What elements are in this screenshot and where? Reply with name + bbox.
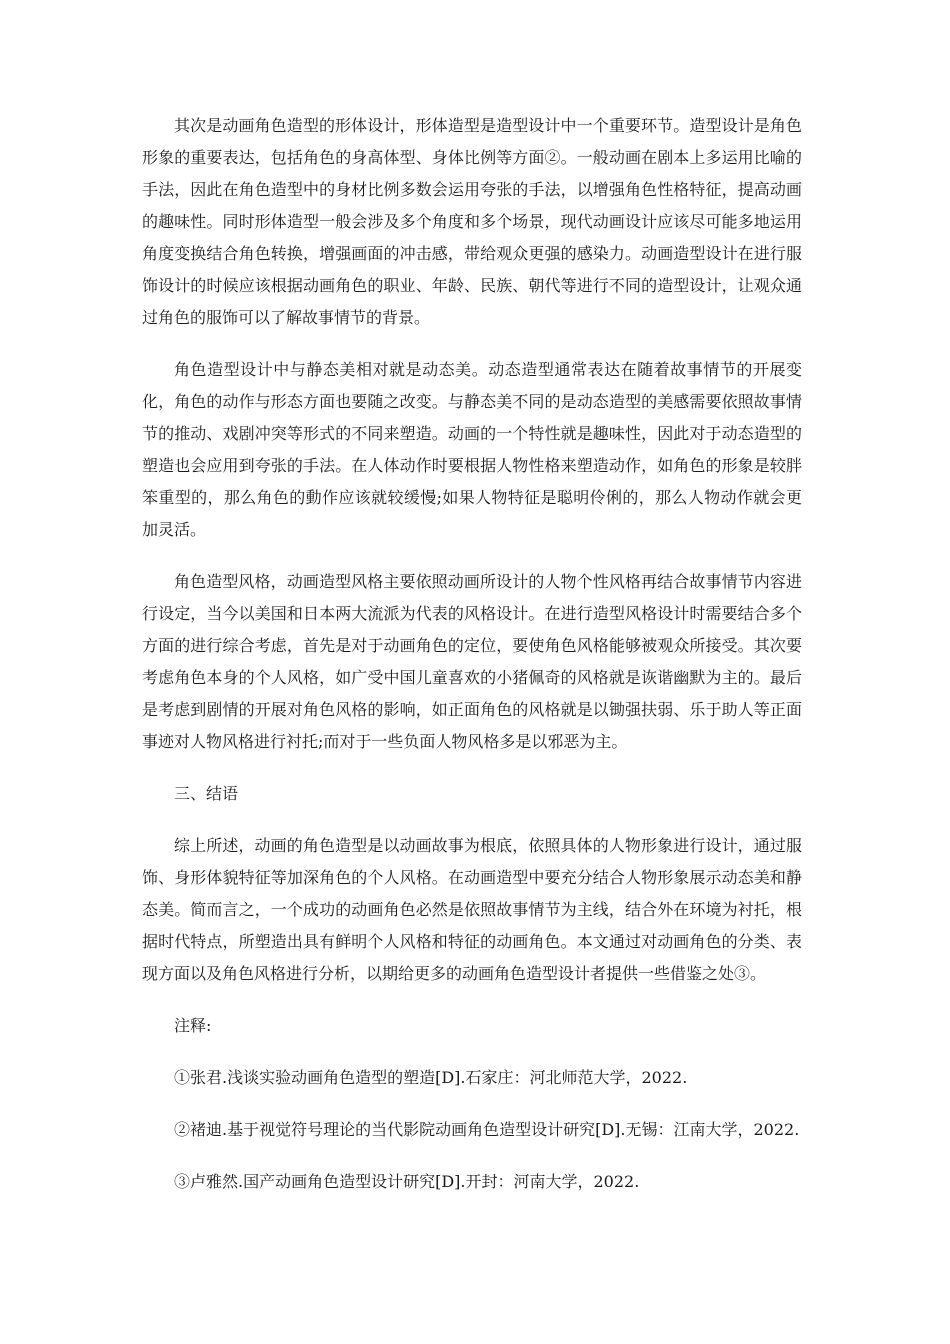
document-body: [142, 110, 802, 1218]
notes-heading: 注释:: [174, 1016, 212, 1035]
paragraph-conclusion: 综上所述，动画的角色造型是以动画故事为根底，依照具体的人物形象进行设计，通过服饰、身形体貌特征等加深角色的个人风格。在动画造型中要充分结合人物形象展示动态美和静态美。简而言之，一个成功的动画角色必然是依照故事情节为主线，结合外在环境为衬托，根据时代特点，所塑造出具有鲜明个人风格和特征的动画角色。本文通过对动画角色的分类、表现方面以及角色风格进行分析，以期给更多的动画角色造型设计者提供一些借鉴之处③。: [142, 836, 802, 983]
paragraph-dynamic-beauty: 角色造型设计中与静态美相对就是动态美。动态造型通常表达在随着故事情节的开展变化，角色的动作与形态方面也要随之改变。与静态美不同的是动态造型的美感需要依照故事情节的推动、戏剧冲突等形式的不同来塑造。动画的一个特性就是趣味性，因此对于动态造型的塑造也会应用到夸张的手法。在人体动作时要根据人物性格来塑造动作，如角色的形象是较胖笨重型的，那么角色的動作应该就较缓慢;如果人物特征是聪明伶俐的，那么人物动作就会更加灵活。: [142, 360, 802, 539]
section-heading-conclusion: 三、结语: [174, 784, 239, 803]
paragraph-character-style: 角色造型风格，动画造型风格主要依照动画所设计的人物个性风格再结合故事情节内容进行设定，当今以美国和日本两大流派为代表的风格设计。在进行造型风格设计时需要结合多个方面的进行综合考虑，首先是对于动画角色的定位，要使角色风格能够被观众所接受。其次要考虑角色本身的个人风格，如广受中国儿童喜欢的小猪佩奇的风格就是诙谐幽默为主的。最后是考虑到剧情的开展对角色风格的影响，如正面角色的风格就是以锄强扶弱、乐于助人等正面事迹对人物风格进行衬托;而对于一些负面人物风格多是以邪恶为主。: [142, 572, 802, 751]
note-item-1: ①张君.浅谈实验动画角色造型的塑造[D].石家庄：河北师范大学，2022.: [174, 1068, 688, 1087]
note-item-2: ②褚迪.基于视觉符号理论的当代影院动画角色造型设计研究[D].无锡：江南大学，2022.: [174, 1120, 800, 1139]
note-item-3: ③卢雅然.国产动画角色造型设计研究[D].开封：河南大学，2022.: [174, 1172, 640, 1191]
paragraph-body-shape-design: 其次是动画角色造型的形体设计，形体造型是造型设计中一个重要环节。造型设计是角色形象的重要表达，包括角色的身高体型、身体比例等方面②。一般动画在剧本上多运用比喻的手法，因此在角色造型中的身材比例多数会运用夸张的手法，以增强角色性格特征，提高动画的趣味性。同时形体造型一般会涉及多个角度和多个场景，现代动画设计应该尽可能多地运用角度变换结合角色转换，增强画面的冲击感，带给观众更强的感染力。动画造型设计在进行服饰设计的时候应该根据动画角色的职业、年龄、民族、朝代等进行不同的造型设计，让观众通过角色的服饰可以了解故事情节的背景。: [142, 116, 802, 327]
